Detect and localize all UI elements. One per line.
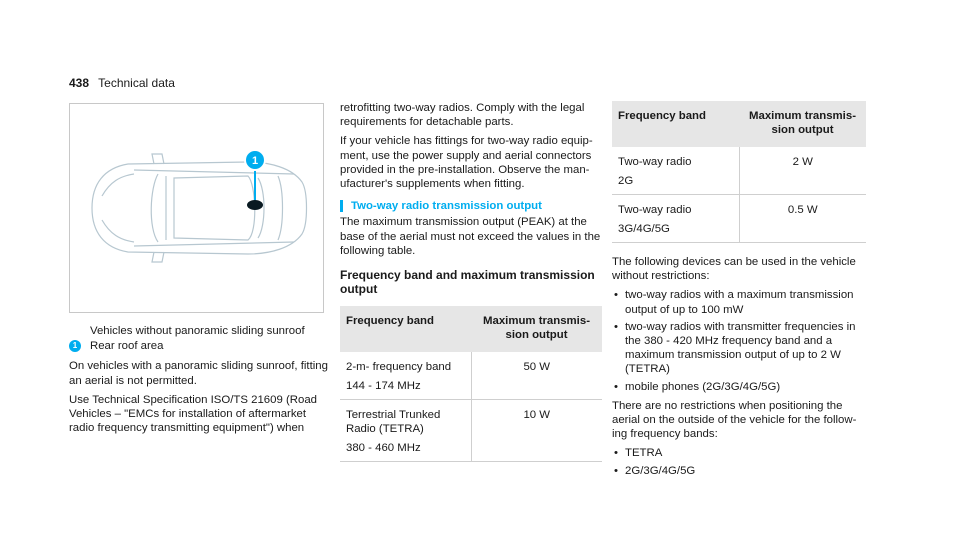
table-row (340, 400, 602, 462)
output-cell: 2 W (739, 147, 866, 195)
band-range: 2G (618, 175, 634, 187)
section-title: Two-way radio transmission output (351, 200, 542, 213)
column-2 (340, 101, 602, 462)
table-row (340, 352, 602, 400)
column-header-band: Frequency band (612, 101, 739, 147)
list-item: • two-way radios with a maximum transmission output of up to 100 mW (612, 288, 866, 316)
paragraph-panoramic: On vehicles with a panoramic sliding sunroof, fitting an aerial is not permitted. (69, 360, 328, 387)
band-name: Two-way radio (618, 156, 692, 168)
table-row (612, 195, 866, 243)
band-name: 2-m- frequency band (346, 361, 452, 374)
column-3 (612, 101, 866, 483)
band-range: 144 - 174 MHz (346, 380, 421, 393)
band-cell (612, 147, 739, 195)
band-name: Two-way radio (618, 204, 692, 216)
frequency-table-1 (340, 306, 602, 462)
column-header-output: Maximum transmission output (739, 101, 866, 147)
frequency-table-2 (612, 101, 866, 243)
car-top-view-illustration (70, 104, 323, 312)
page-number: 438 (69, 76, 90, 90)
column-1 (69, 324, 333, 440)
band-range: 380 - 460 MHz (346, 442, 421, 455)
column-header-band: Frequency band (340, 306, 471, 352)
bands-list (612, 446, 866, 477)
band-range: 3G/4G/5G (618, 223, 670, 235)
list-item: • two-way radios with transmitter frequencies in the 380 - 420 MHz frequency band and a maximum transmission output of up to 2 W (TETRA) (612, 320, 866, 377)
paragraph-positioning: There are no restrictions when positioning the aerial on the outside of the vehicle for the following frequency bands: (612, 399, 857, 441)
figure-legend (69, 339, 333, 353)
section-heading (340, 199, 602, 213)
paragraph-peak-output: The maximum transmission output (PEAK) at the base of the aerial must not exceed the values in the following table. (340, 216, 601, 257)
paragraph-devices: The following devices can be used in the vehicle without restrictions: (612, 256, 856, 283)
section-marker (340, 200, 343, 212)
vehicle-aerial-figure (69, 103, 324, 313)
devices-list (612, 288, 866, 393)
legend-number-badge: 1 (69, 340, 81, 352)
band-name: Terrestrial Trunked Radio (TETRA) (346, 409, 441, 436)
output-cell: 50 W (471, 352, 602, 400)
paragraph-retrofitting: retrofitting two-way radios. Comply with the legal requirements for detachable parts. (340, 102, 585, 129)
list-item: • TETRA (612, 446, 866, 460)
output-cell: 0.5 W (739, 195, 866, 243)
paragraph-fittings: If your vehicle has fittings for two-way radio equipment, use the power supply and aerial connectors provided in the pre-installation. Observe the manufacturer's supplements when fitting. (340, 135, 593, 191)
table-row (612, 147, 866, 195)
band-cell (340, 400, 471, 462)
band-cell (612, 195, 739, 243)
band-cell (340, 352, 471, 400)
paragraph-iso-spec: Use Technical Specification ISO/TS 21609 (Road Vehicles – "EMCs for installation of aftermarket radio frequency transmitting equipment") when (69, 393, 317, 435)
table-heading: Frequency band and maximum transmission output (340, 268, 595, 297)
page-header (69, 76, 175, 90)
output-cell: 10 W (471, 400, 602, 462)
list-item: • 2G/3G/4G/5G (612, 464, 866, 478)
list-item: • mobile phones (2G/3G/4G/5G) (612, 380, 866, 394)
callout-1-number: 1 (251, 155, 259, 167)
legend-text: Rear roof area (90, 340, 164, 353)
figure-caption: Vehicles without panoramic sliding sunroof (90, 325, 305, 337)
column-header-output: Maximum transmission output (471, 306, 602, 352)
page-title: Technical data (98, 76, 175, 90)
